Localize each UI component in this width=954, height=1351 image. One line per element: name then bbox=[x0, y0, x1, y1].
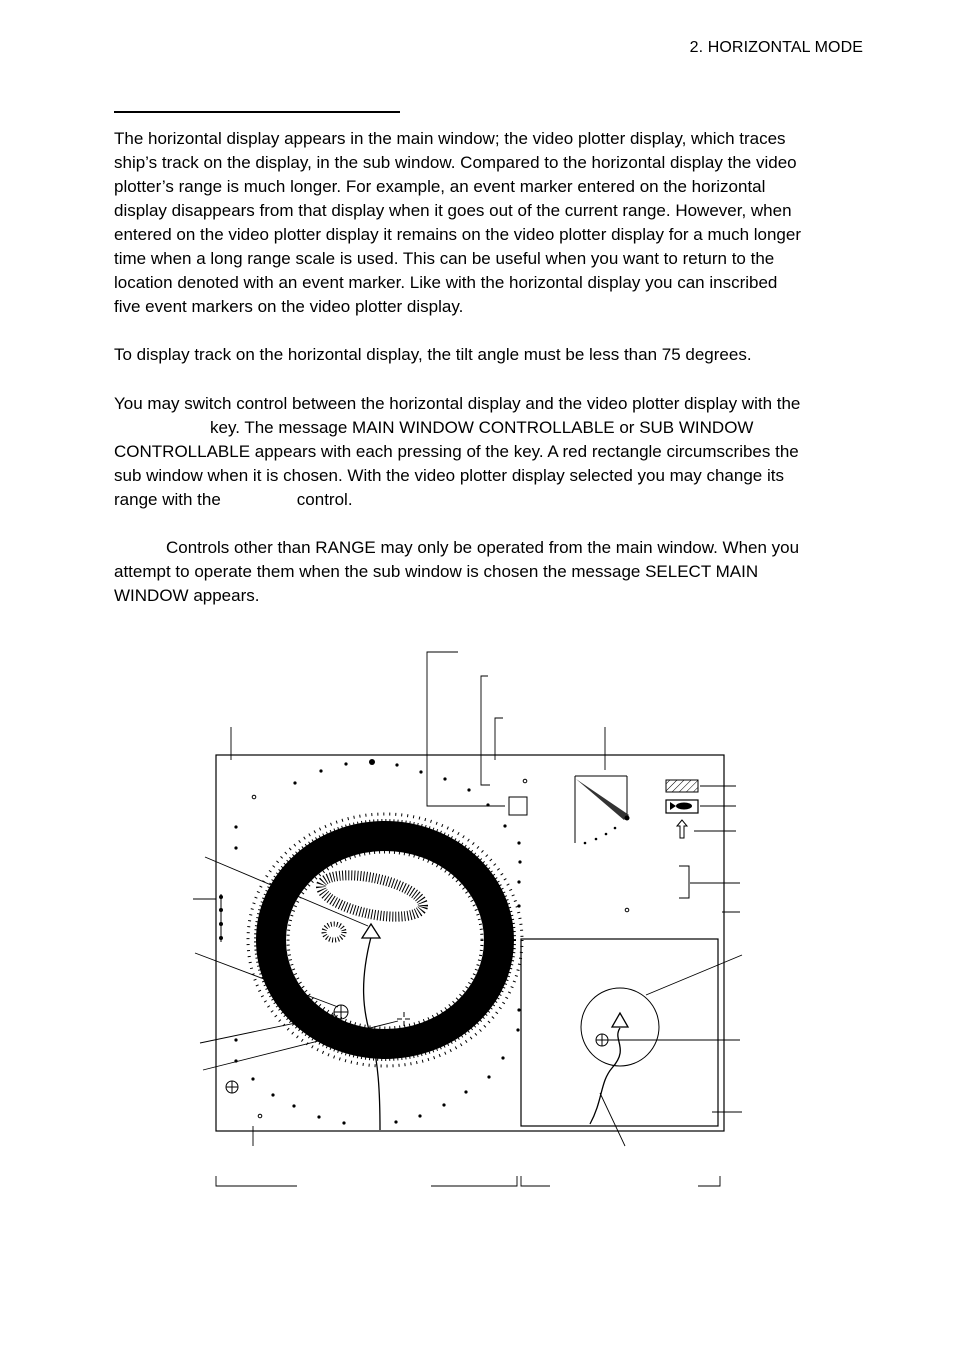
ship-mark-icon bbox=[612, 1013, 628, 1027]
paragraph-1-line: The horizontal display appears in the main window; the video plotter display, which traces bbox=[114, 129, 786, 148]
title-rule bbox=[114, 111, 400, 113]
ship-mark-icon bbox=[362, 924, 380, 938]
paragraph-3-line: sub window when it is chosen. With the video plotter display selected you may change its bbox=[114, 466, 784, 485]
main-window-frame bbox=[216, 755, 724, 1131]
paragraph-2 bbox=[114, 343, 874, 367]
hatched-box-icon bbox=[666, 780, 698, 792]
paragraph-3-line2: key. The message MAIN WINDOW CONTROLLABLE or SUB WINDOW bbox=[210, 418, 754, 437]
note-paragraph bbox=[114, 536, 874, 608]
paragraph-1-line: entered on the video plotter display it remains on the video plotter display for a much longer bbox=[114, 225, 802, 244]
plotter-track-line bbox=[590, 1028, 620, 1124]
sub-window-frame bbox=[521, 939, 718, 1126]
paragraph-2-line: To display track on the horizontal display, the tilt angle must be less than 75 degrees. bbox=[114, 345, 752, 364]
paragraph-3-line bbox=[114, 488, 874, 512]
paragraph-1 bbox=[114, 127, 874, 319]
paragraph-3 bbox=[114, 392, 874, 512]
fish-icon bbox=[666, 800, 698, 813]
paragraph-3-line: You may switch control between the horizontal display and the video plotter display with the bbox=[114, 394, 801, 413]
note-line: attempt to operate them when the sub window is chosen the message SELECT MAIN bbox=[114, 562, 759, 581]
tilt-arrow-icon bbox=[677, 820, 687, 838]
bottom-width-brackets bbox=[216, 1176, 720, 1186]
paragraph-1-line: display disappears from that display when it goes out of the current range. However, when bbox=[114, 201, 792, 220]
paragraph-1-line: five event markers on the video plotter display. bbox=[114, 297, 464, 316]
paragraph-1-line: ship’s track on the display, in the sub window. Compared to the horizontal display the video bbox=[114, 153, 797, 172]
seabed-echo-ring bbox=[248, 814, 522, 1066]
sonar-display-figure bbox=[0, 640, 954, 1200]
tilt-indicator bbox=[575, 776, 630, 844]
section-header: 2. HORIZONTAL MODE bbox=[689, 39, 863, 56]
paragraph-3-line: CONTROLLABLE appears with each pressing of the key. A red rectangle circumscribes the bbox=[114, 442, 799, 461]
paragraph-3-line5-end: control. bbox=[296, 490, 353, 509]
heading-marker-box bbox=[509, 797, 527, 815]
paragraph-1-line: location denoted with an event marker. Like with the horizontal display you can inscribed bbox=[114, 273, 778, 292]
event-marker-icon bbox=[334, 1005, 348, 1019]
data-bracket bbox=[679, 866, 689, 898]
paragraph-3-line bbox=[114, 416, 874, 440]
small-circles bbox=[252, 779, 629, 1118]
note-line bbox=[114, 536, 874, 560]
paragraph-1-line: plotter’s range is much longer. For example, an event marker entered on the horizontal bbox=[114, 177, 766, 196]
depth-scale-bar bbox=[220, 894, 223, 942]
event-marker-icon bbox=[226, 1081, 238, 1093]
note-line1: Controls other than RANGE may only be operated from the main window. When you bbox=[166, 538, 800, 557]
paragraph-3-line5-start: range with the bbox=[114, 490, 221, 509]
paragraph-1-line: time when a long range scale is used. This can be useful when you want to return to the bbox=[114, 249, 775, 268]
note-line: WINDOW appears. bbox=[114, 586, 260, 605]
cursor-icon bbox=[397, 1012, 410, 1026]
